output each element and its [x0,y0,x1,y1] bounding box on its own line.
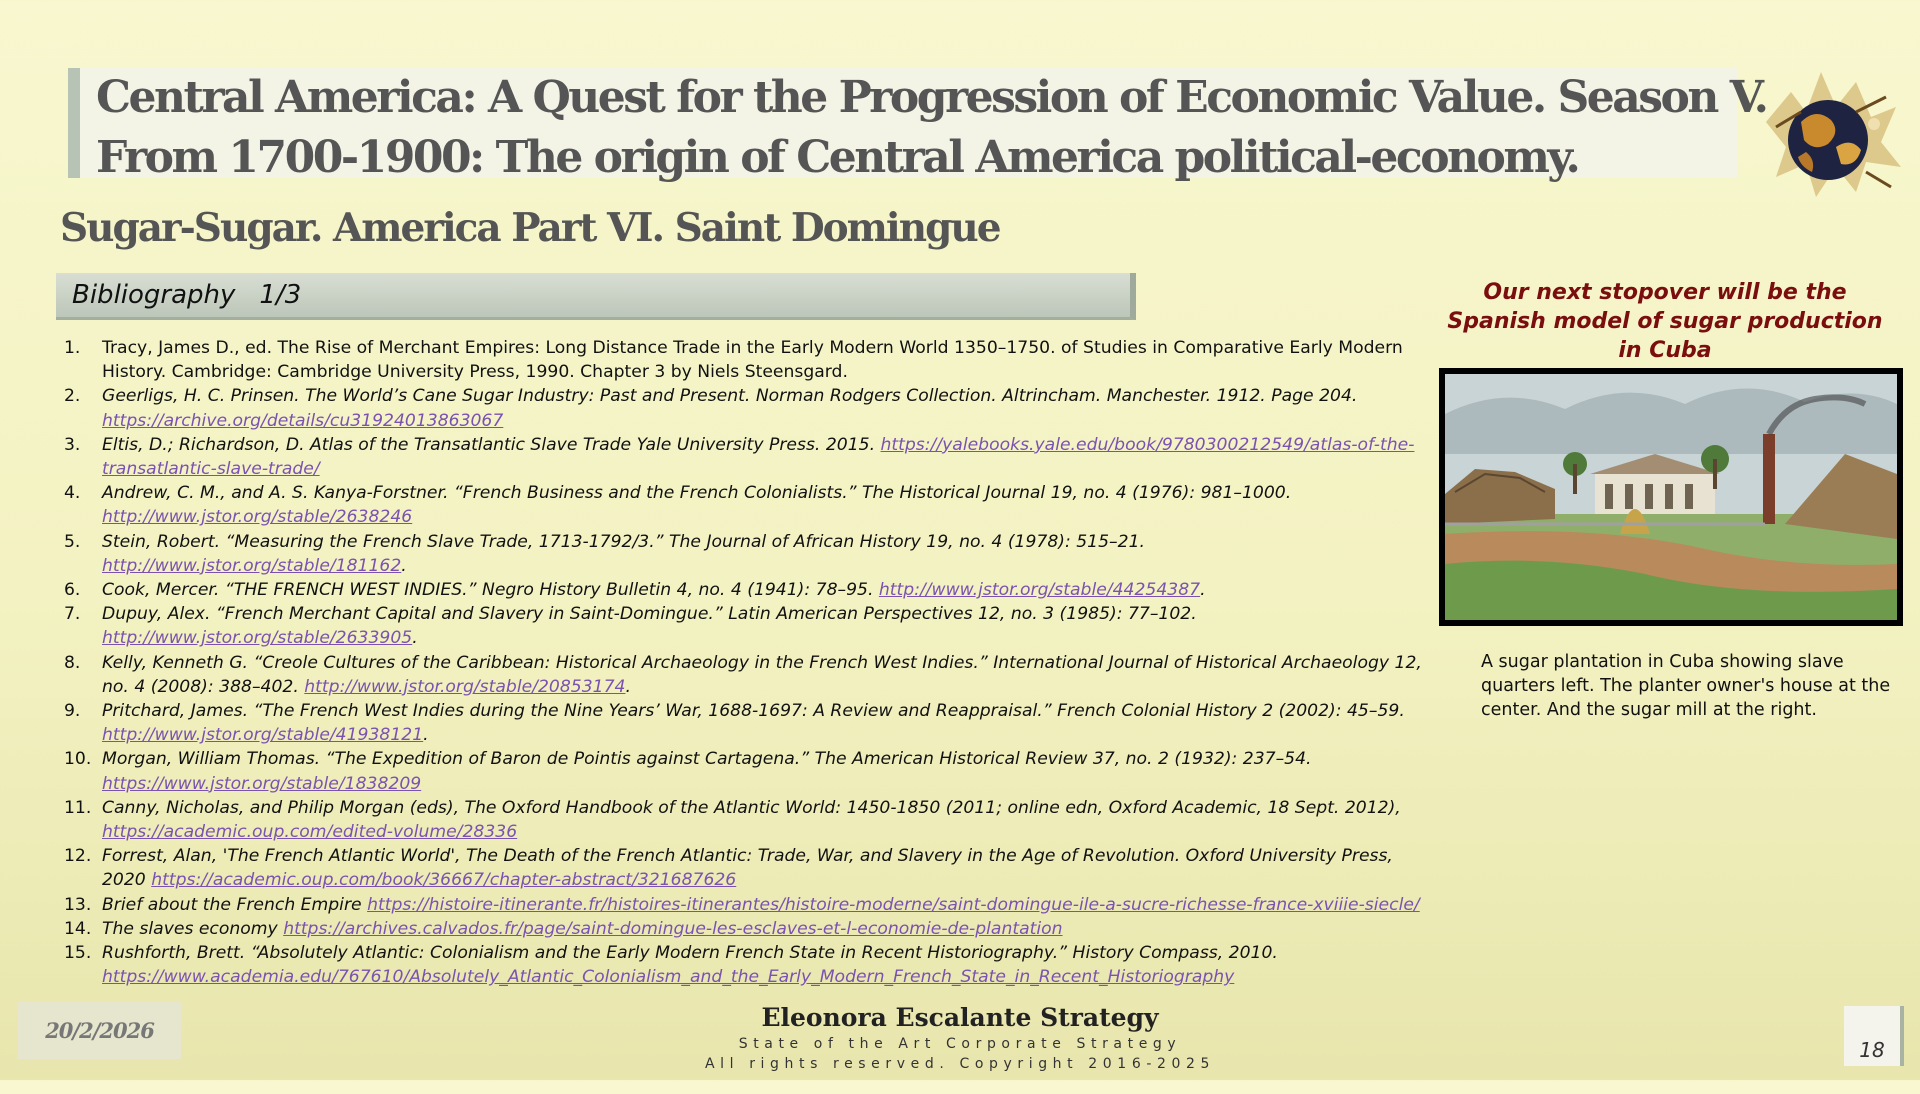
reference-item [62,433,1432,481]
reference-text: Kelly, Kenneth G. “Creole Cultures of the Caribbean: Historical Archaeology in the French West Indies.” International Journal of Historical Archaeology 12, no. 4 (2008): 388–402. [102,652,1422,697]
bibliography-label: Bibliography [72,280,236,310]
reference-item [62,796,1432,844]
reference-trailing-punctuation: . [1200,580,1206,601]
reference-text: Morgan, William Thomas. “The Expedition of Baron de Pointis against Cartagena.” The American Historical Review 37, no. 2 (1932): 237–54. [102,749,1312,770]
reference-trailing-punctuation: . [401,555,407,576]
reference-number: 10. [64,749,92,770]
reference-link[interactable]: https://histoire-itinerante.fr/histoires-itinerantes/histoire-moderne/saint-domingue-ile-a-sucre-richesse-france-xviiie-siecle/ [367,894,1420,915]
reference-item [62,917,1432,941]
reference-link[interactable]: https://www.academia.edu/767610/Absolutely_Atlantic_Colonialism_and_the_Early_Modern_French_State_in_Recent_Historiography [102,967,1235,988]
reference-item [62,844,1432,892]
reference-text: Andrew, C. M., and A. S. Kanya-Forstner. “French Business and the French Colonialists.” The Historical Journal 19, no. 4 (1976): 981–1000. [102,483,1292,504]
reference-item [62,384,1432,432]
slide-title-line-2: From 1700-1900: The origin of Central America political-economy. [96,132,1579,183]
reference-link[interactable]: https://academic.oup.com/book/36667/chapter-abstract/321687626 [151,870,737,891]
reference-number: 13. [64,894,92,915]
reference-text: Cook, Mercer. “THE FRENCH WEST INDIES.” Negro History Bulletin 4, no. 4 (1941): 78–95. [102,580,879,601]
reference-number: 7. [64,604,81,625]
reference-link[interactable]: http://www.jstor.org/stable/2638246 [102,507,413,528]
reference-link[interactable]: http://www.jstor.org/stable/20853174 [304,676,626,697]
footer-copyright: All rights reserved. Copyright 2016-2025 [704,1056,1216,1072]
reference-trailing-punctuation: . [625,676,631,697]
reference-item [62,578,1432,602]
reference-link[interactable]: https://archive.org/details/cu31924013863067 [102,410,504,431]
reference-trailing-punctuation: . [423,725,429,746]
sugar-plantation-image [1439,368,1903,626]
sugar-plantation-engraving-image [1445,374,1897,620]
reference-text: Tracy, James D., ed. The Rise of Merchant Empires: Long Distance Trade in the Early Modern World 1350–1750. of Studies in Comparative Early Modern History. Cambridge: Cambridge University Press, 1990. Chapter 3 by Niels Steensgard. [102,338,1403,383]
slide-title-line-1: Central America: A Quest for the Progression of Economic Value. Season V. [96,72,1767,123]
reference-item [62,747,1432,795]
page-number: 18 [1844,1006,1904,1066]
reference-item [62,699,1432,747]
reference-number: 8. [64,652,81,673]
reference-number: 3. [64,434,81,455]
reference-link[interactable]: https://archives.calvados.fr/page/saint-domingue-les-esclaves-et-l-economie-de-plantation [283,918,1063,939]
reference-text: Canny, Nicholas, and Philip Morgan (eds), The Oxford Handbook of the Atlantic World: 1450-1850 (2011; online edn, Oxford Academic, 18 Sept. 2012), [102,797,1401,818]
reference-list [62,336,1432,989]
reference-number: 1. [64,338,81,358]
bibliography-page-indicator: 1/3 [259,280,302,310]
footer-tagline: State of the Art Corporate Strategy [738,1036,1182,1052]
reference-item [62,481,1432,529]
reference-item [62,530,1432,578]
reference-number: 11. [64,797,92,818]
globe-collage-logo-icon [1746,52,1906,212]
reference-item [62,651,1432,699]
reference-link[interactable]: http://www.jstor.org/stable/181162 [102,555,402,576]
reference-link[interactable]: http://www.jstor.org/stable/2633905 [102,628,413,649]
reference-link[interactable]: https://yalebooks.yale.edu/book/9780300212549/atlas-of-the-transatlantic-slave-trade/ [102,434,1415,480]
reference-link[interactable]: https://www.jstor.org/stable/1838209 [102,773,422,794]
reference-text: Stein, Robert. “Measuring the French Slave Trade, 1713-1792/3.” The Journal of African History 19, no. 4 (1978): 515–21. [102,531,1145,552]
reference-number: 2. [64,386,81,407]
reference-item [62,602,1432,650]
reference-number: 5. [64,531,81,552]
reference-item [62,336,1432,384]
reference-text: Dupuy, Alex. “French Merchant Capital and Slavery in Saint-Domingue.” Latin American Perspectives 12, no. 3 (1985): 77–102. [102,604,1197,625]
reference-text: The slaves economy [102,918,284,939]
reference-text: Pritchard, James. “The French West Indies during the Nine Years’ War, 1688-1697: A Review and Reappraisal.” French Colonial History 2 (2002): 45–59. [102,701,1405,722]
slide-date: 20/2/2026 [18,1002,181,1059]
slide-subtitle: Sugar-Sugar. America Part VI. Saint Domingue [60,205,1000,251]
reference-text: Geerligs, H. C. Prinsen. The World’s Cane Sugar Industry: Past and Present. Norman Rodgers Collection. Altrincham. Manchester. 1912. Page 204. [102,386,1358,407]
reference-number: 4. [64,483,81,504]
title-band [68,68,1767,183]
reference-text: Forrest, Alan, 'The French Atlantic World', The Death of the French Atlantic: Trade, War, and Slavery in the Age of Revolution. Oxford University Press, 2020 [102,846,1393,891]
reference-item [62,941,1432,989]
reference-number: 12. [64,846,92,867]
next-stopover-caption: Our next stopover will be the Spanish model of sugar production in Cuba [1447,280,1883,363]
bibliography-header-bar [56,273,1136,320]
reference-number: 14. [64,918,92,939]
image-description: A sugar plantation in Cuba showing slave quarters left. The planter owner's house at the center. And the sugar mill at the right. [1481,652,1891,720]
reference-link[interactable]: https://academic.oup.com/edited-volume/28336 [102,822,518,843]
reference-number: 6. [64,580,81,601]
footer-company-name: Eleonora Escalante Strategy [761,1003,1159,1032]
reference-link[interactable]: http://www.jstor.org/stable/41938121 [102,725,424,746]
reference-text: Rushforth, Brett. “Absolutely Atlantic: Colonialism and the Early Modern French State in Recent Historiography.” History Compass, 2010. [102,943,1278,964]
reference-trailing-punctuation: . [412,628,418,649]
reference-text: Eltis, D.; Richardson, D. Atlas of the Transatlantic Slave Trade Yale University Press. 2015. [102,434,881,455]
reference-link[interactable]: http://www.jstor.org/stable/44254387 [878,580,1201,601]
reference-number: 9. [64,701,81,722]
reference-item [62,893,1432,917]
reference-number: 15. [64,943,92,964]
reference-text: Brief about the French Empire [102,894,368,915]
